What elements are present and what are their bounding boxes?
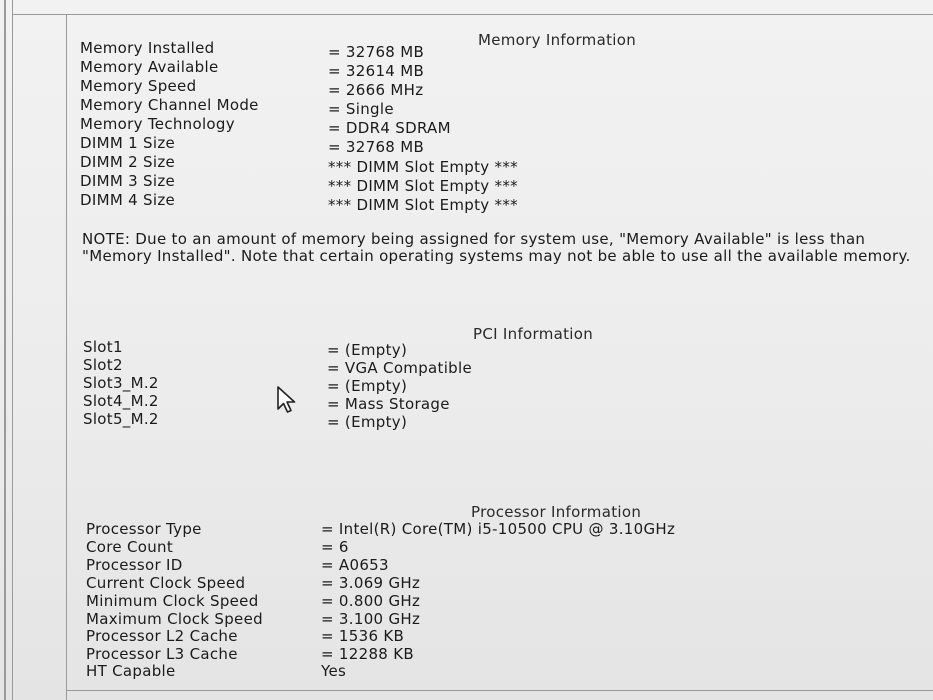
dimm4-size-value: *** DIMM Slot Empty *** xyxy=(328,196,518,214)
l3-cache-value: = 12288 KB xyxy=(321,645,414,663)
processor-type-value: = Intel(R) Core(TM) i5-10500 CPU @ 3.10GHz xyxy=(321,520,676,538)
l3-cache-label: Processor L3 Cache xyxy=(86,645,238,663)
dimm2-size-value: *** DIMM Slot Empty *** xyxy=(328,158,518,176)
dimm3-size-value: *** DIMM Slot Empty *** xyxy=(328,177,518,195)
memory-section-title: Memory Information xyxy=(478,31,636,49)
info-panel xyxy=(80,20,930,700)
slot4-m2-value: = Mass Storage xyxy=(327,395,450,413)
memory-speed-value: = 2666 MHz xyxy=(328,81,424,99)
dimm1-size-label: DIMM 1 Size xyxy=(80,134,176,152)
top-border xyxy=(12,14,933,15)
memory-channel-mode-label: Memory Channel Mode xyxy=(80,96,259,114)
core-count-label: Core Count xyxy=(86,538,174,556)
slot4-m2-label: Slot4_M.2 xyxy=(83,392,159,410)
slot2-value: = VGA Compatible xyxy=(327,359,472,377)
dimm3-size-label: DIMM 3 Size xyxy=(80,172,176,190)
current-clock-speed-value: = 3.069 GHz xyxy=(321,574,421,592)
memory-speed-label: Memory Speed xyxy=(80,77,197,95)
minimum-clock-speed-value: = 0.800 GHz xyxy=(321,592,421,610)
ht-capable-label: HT Capable xyxy=(86,662,176,680)
left-border-inner xyxy=(12,0,13,700)
memory-note: NOTE: Due to an amount of memory being assigned for system use, "Memory Available" is less than "Memory Installed". Note that certain operating systems may not be able to use all the available memory. xyxy=(82,230,911,265)
slot1-value: = (Empty) xyxy=(327,341,408,359)
slot3-m2-value: = (Empty) xyxy=(327,377,408,395)
dimm2-size-label: DIMM 2 Size xyxy=(80,153,176,171)
processor-section-title: Processor Information xyxy=(471,503,642,521)
core-count-value: = 6 xyxy=(321,538,349,556)
memory-installed-label: Memory Installed xyxy=(80,39,215,57)
mouse-pointer-icon xyxy=(276,385,298,419)
slot5-m2-value: = (Empty) xyxy=(327,413,408,431)
content-left-border xyxy=(66,14,67,700)
memory-channel-mode-value: = Single xyxy=(328,100,394,118)
dimm4-size-label: DIMM 4 Size xyxy=(80,191,176,209)
minimum-clock-speed-label: Minimum Clock Speed xyxy=(86,592,259,610)
processor-type-label: Processor Type xyxy=(86,520,202,538)
processor-id-label: Processor ID xyxy=(86,556,183,574)
memory-available-value: = 32614 MB xyxy=(328,62,425,80)
slot5-m2-label: Slot5_M.2 xyxy=(83,410,159,428)
memory-technology-label: Memory Technology xyxy=(80,115,235,133)
dimm1-size-value: = 32768 MB xyxy=(328,138,425,156)
memory-available-label: Memory Available xyxy=(80,58,219,76)
l2-cache-value: = 1536 KB xyxy=(321,627,405,645)
pci-section-title: PCI Information xyxy=(473,325,594,343)
ht-capable-value: Yes xyxy=(321,662,347,680)
memory-installed-value: = 32768 MB xyxy=(328,43,425,61)
slot1-label: Slot1 xyxy=(83,338,123,356)
left-border-outer xyxy=(4,0,6,700)
processor-id-value: = A0653 xyxy=(321,556,389,574)
maximum-clock-speed-label: Maximum Clock Speed xyxy=(86,610,263,628)
maximum-clock-speed-value: = 3.100 GHz xyxy=(321,610,421,628)
slot3-m2-label: Slot3_M.2 xyxy=(83,374,159,392)
l2-cache-label: Processor L2 Cache xyxy=(86,627,238,645)
slot2-label: Slot2 xyxy=(83,356,123,374)
memory-technology-value: = DDR4 SDRAM xyxy=(328,119,451,137)
current-clock-speed-label: Current Clock Speed xyxy=(86,574,246,592)
